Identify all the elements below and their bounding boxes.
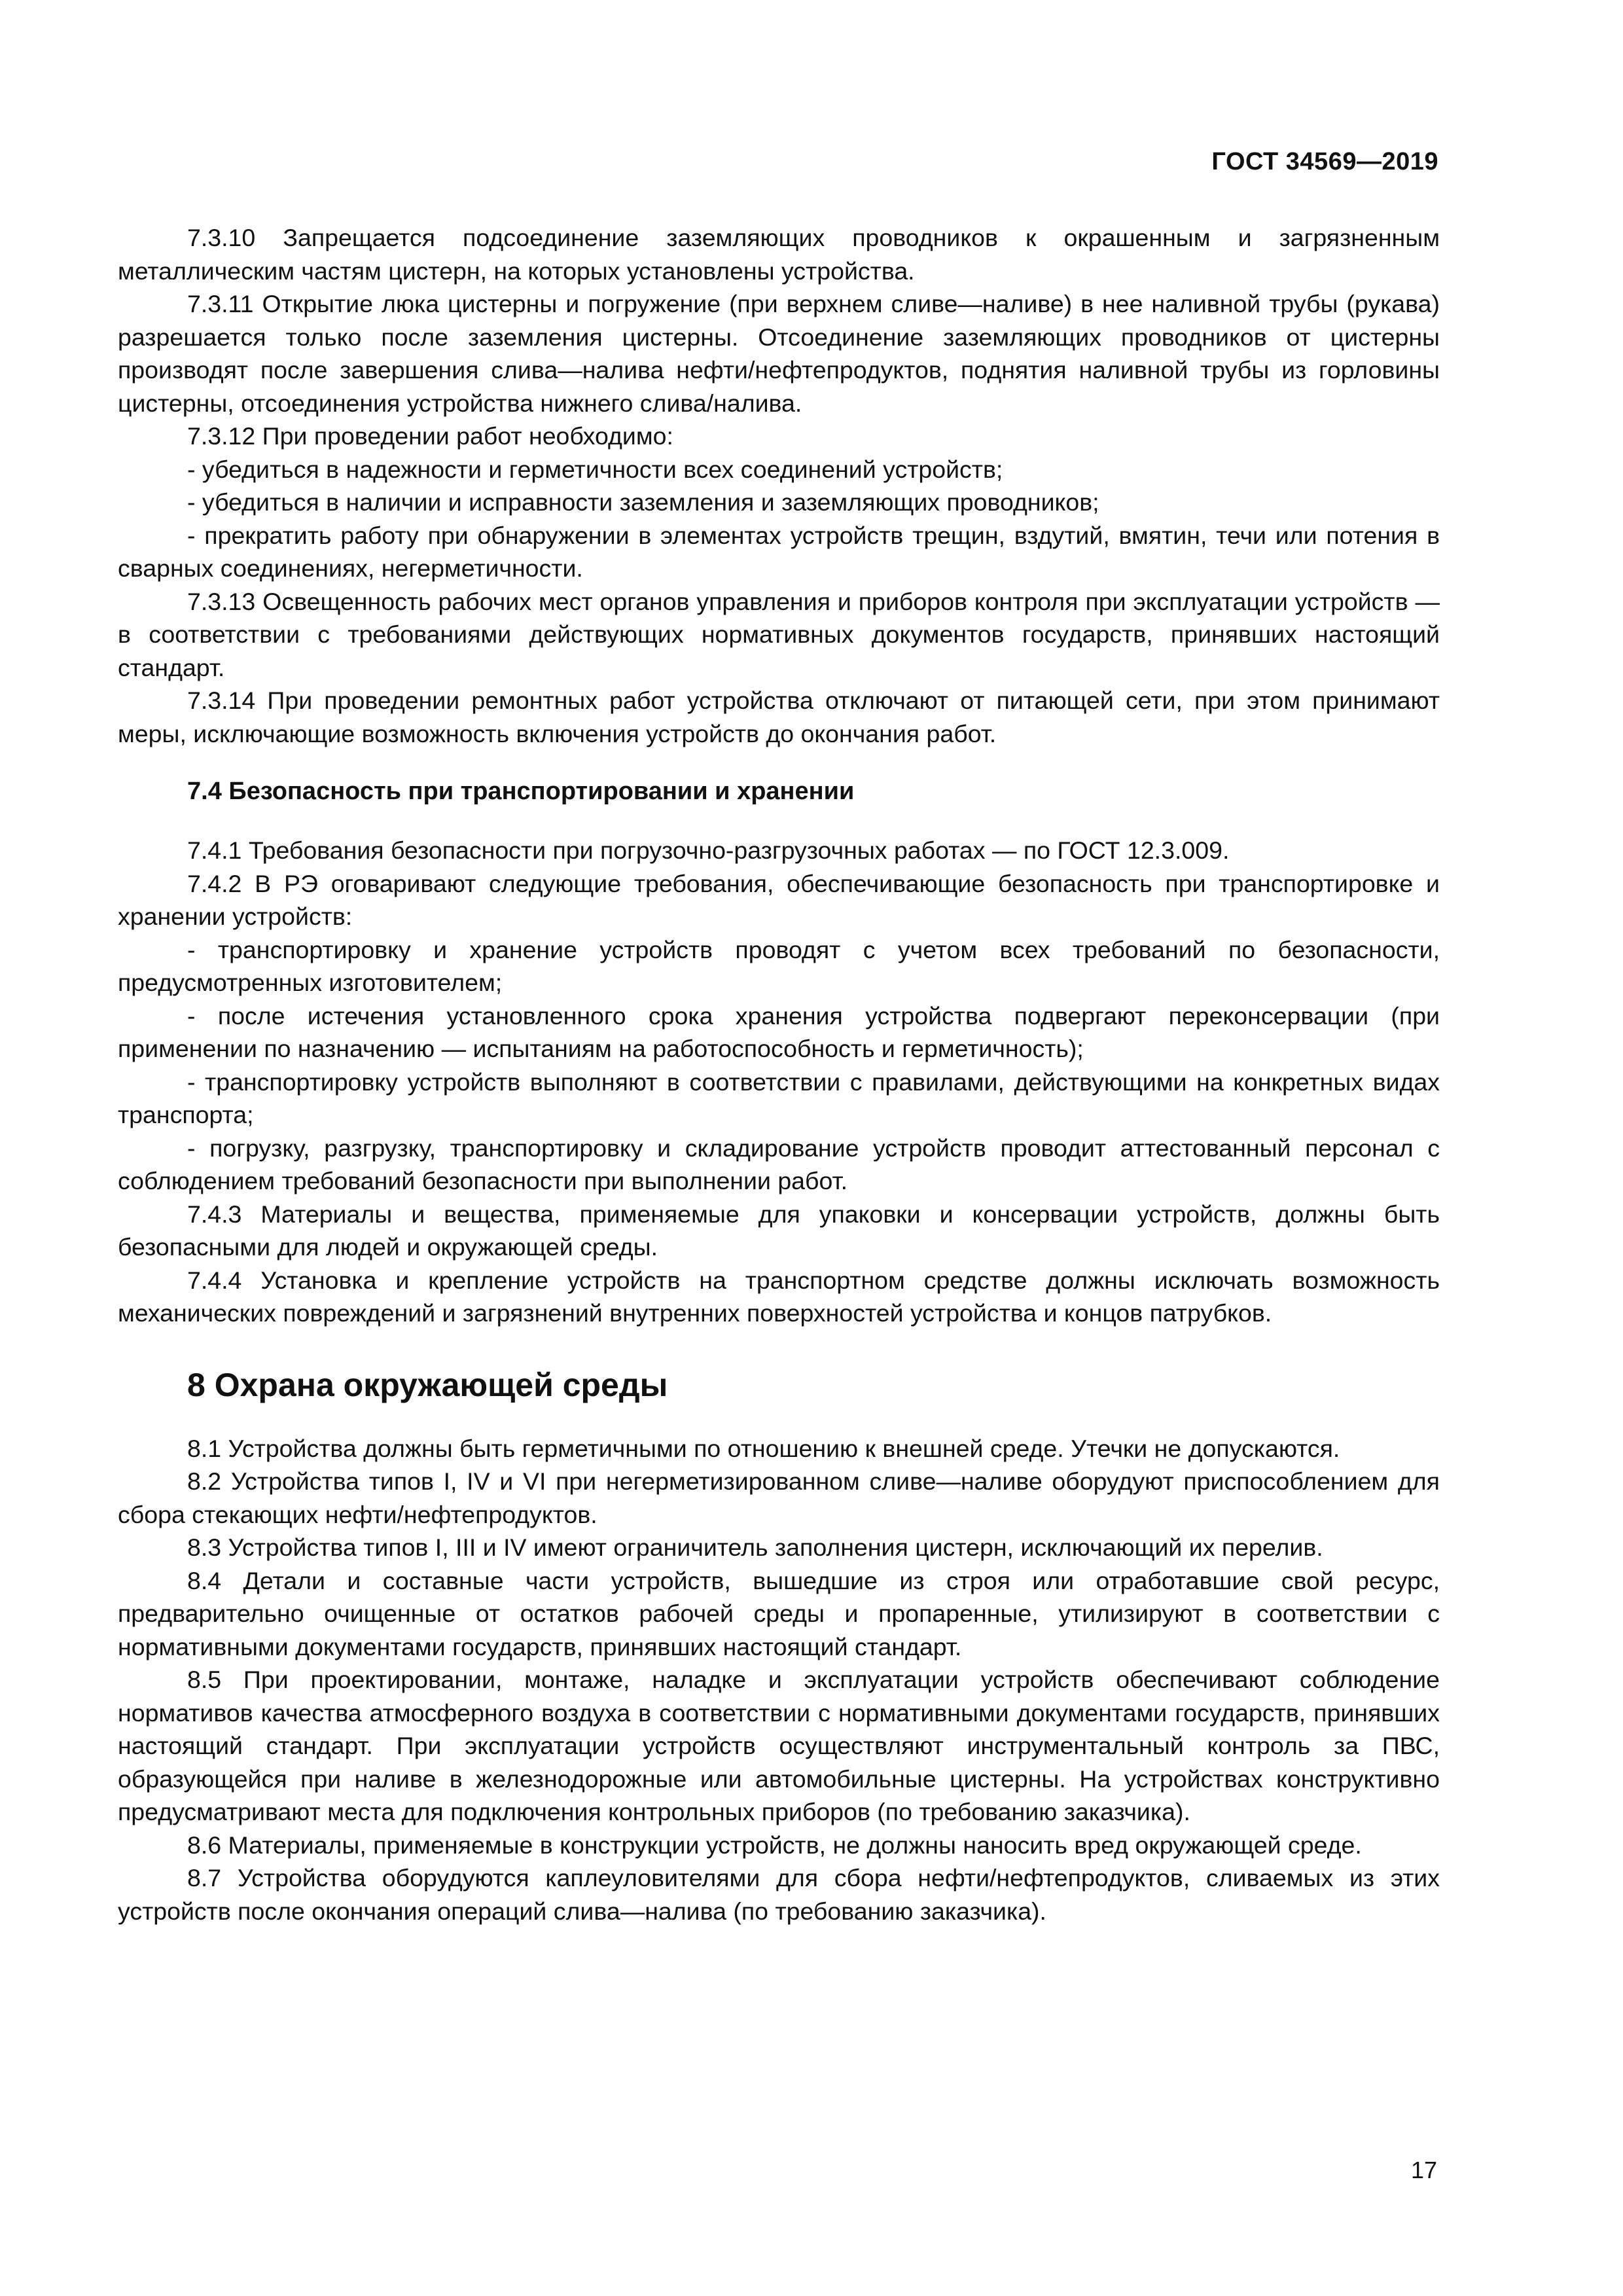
paragraph-7-4-3: 7.4.3 Материалы и вещества, применяемые для упаковки и консервации устройств, должны быть безопасными для людей и окружающей среды. [118,1200,1440,1261]
document-header: ГОСТ 34569—2019 [1211,148,1438,175]
list-item: - после истечения установленного срока хранения устройства подвергают переконсервации (при применении по назначению — испытаниям на работоспособность и герметичность); [118,1001,1440,1062]
paragraph-7-3-14: 7.3.14 При проведении ремонтных работ устройства отключают от питающей сети, при этом принимают меры, исключающие возможность включения устройств до окончания работ. [118,687,1440,747]
list-item: - убедиться в надежности и герметичности всех соединений устройств; [187,455,1003,483]
paragraph-7-4-2: 7.4.2 В РЭ оговаривают следующие требования, обеспечивающие безопасность при транспортировке и хранении устройств: [118,869,1440,930]
list-item: - транспортировку и хранение устройств проводят с учетом всех требований по безопасности, предусмотренных изготовителем; [118,935,1440,996]
paragraph-7-4-1: 7.4.1 Требования безопасности при погрузочно-разгрузочных работах — по ГОСТ 12.3.009. [187,836,1230,864]
paragraph-7-4-4: 7.4.4 Установка и крепление устройств на транспортном средстве должны исключать возможность механических повреждений и загрязнений внутренних поверхностей устройства и концов патрубков. [118,1266,1440,1327]
section-heading-7-4: 7.4 Безопасность при транспортировании и хранении [187,778,855,805]
paragraph-8-7: 8.7 Устройства оборудуются каплеуловителями для сбора нефти/нефтепродуктов, сливаемых из этих устройств после окончания операций слива—налива (по требованию заказчика). [118,1864,1440,1925]
section-heading-8: 8 Охрана окружающей среды [187,1366,668,1403]
paragraph-8-1: 8.1 Устройства должны быть герметичными по отношению к внешней среде. Утечки не допускаются. [187,1434,1340,1462]
paragraph-7-3-11: 7.3.11 Открытие люка цистерны и погружение (при верхнем сливе—наливе) в нее наливной трубы (рукава) разрешается только после заземления цистерны. Отсоединение заземляющих проводников от цистерны производят после завершения слива—налива нефти/нефтепродуктов, поднятия наливной трубы из горловины цистерны, отсоединения устройства нижнего слива/налива. [118,290,1440,417]
paragraph-8-6: 8.6 Материалы, применяемые в конструкции устройств, не должны наносить вред окружающей среде. [187,1831,1362,1859]
list-item: - убедиться в наличии и исправности заземления и заземляющих проводников; [187,488,1099,516]
paragraph-7-3-10: 7.3.10 Запрещается подсоединение заземляющих проводников к окрашенным и загрязненным металлическим частям цистерн, на которых установлены устройства. [118,224,1440,285]
page-number: 17 [1410,2157,1437,2183]
list-item: - прекратить работу при обнаружении в элементах устройств трещин, вздутий, вмятин, течи или потения в сварных соединениях, негерметичности. [118,521,1440,582]
list-item: - погрузку, разгрузку, транспортировку и складирование устройств проводит аттестованный персонал с соблюдением требований безопасности при выполнении работ. [118,1134,1440,1194]
paragraph-7-3-12: 7.3.12 При проведении работ необходимо: [187,422,673,450]
paragraph-8-4: 8.4 Детали и составные части устройств, вышедшие из строя или отработавшие свой ресурс, предварительно очищенные от остатков рабочей среды и пропаренные, утилизируют в соответствии с нормативными документами государств, принявших настоящий стандарт. [118,1566,1440,1660]
document-body [118,221,1440,1928]
paragraph-7-3-13: 7.3.13 Освещенность рабочих мест органов управления и приборов контроля при эксплуатации устройств — в соответствии с требованиями действующих нормативных документов государств, принявших настоящий стандарт. [118,587,1440,681]
paragraph-8-3: 8.3 Устройства типов I, III и IV имеют ограничитель заполнения цистерн, исключающий их перелив. [187,1534,1323,1561]
paragraph-8-2: 8.2 Устройства типов I, IV и VI при негерметизированном сливе—наливе оборудуют приспособлением для сбора стекающих нефти/нефтепродуктов. [118,1467,1440,1528]
paragraph-8-5: 8.5 При проектировании, монтаже, наладке и эксплуатации устройств обеспечивают соблюдение нормативов качества атмосферного воздуха в соответствии с нормативными документами государств, принявших настоящий стандарт. При эксплуатации устройств осуществляют инструментальный контроль за ПВС, образующейся при наливе в железнодорожные или автомобильные цистерны. На устройствах конструктивно предусматривают места для подключения контрольных приборов (по требованию заказчика). [118,1666,1440,1825]
list-item: - транспортировку устройств выполняют в соответствии с правилами, действующими на конкретных видах транспорта; [118,1067,1440,1128]
